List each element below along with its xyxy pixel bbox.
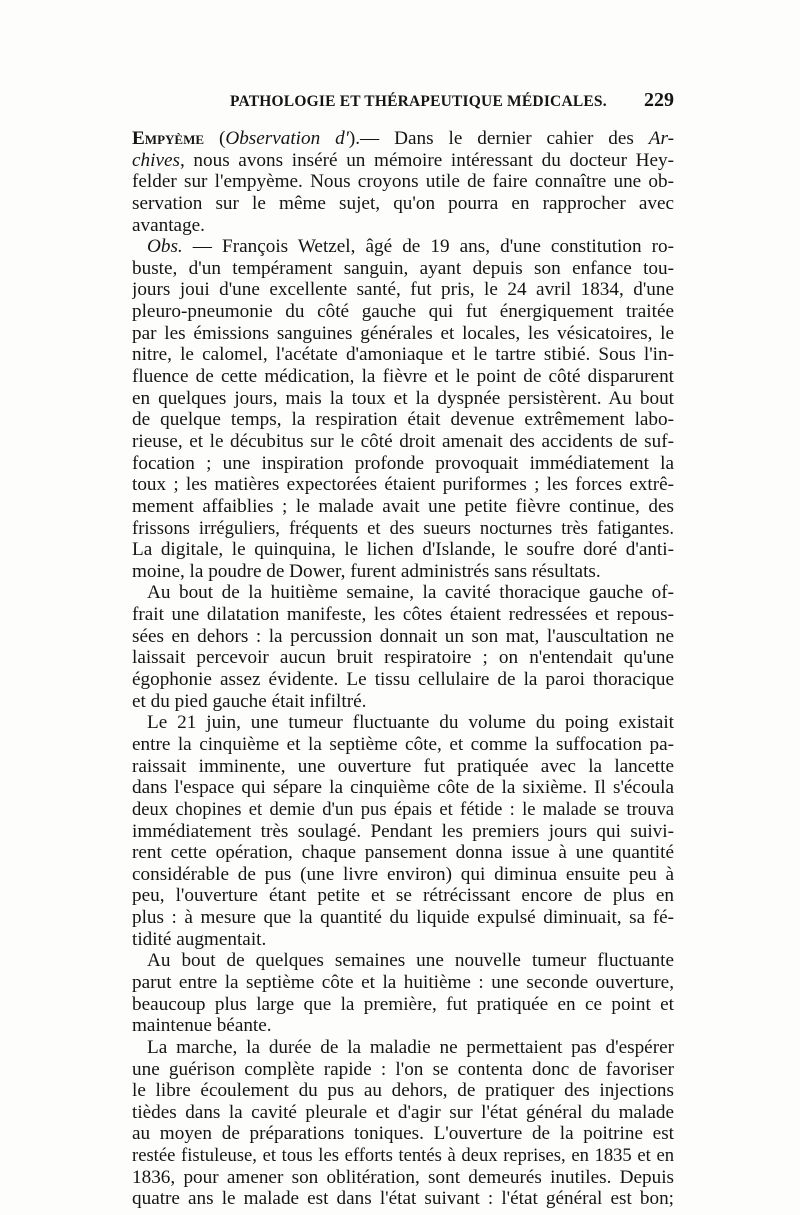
text-line: entre la cinquième et la septième côte, et comme la suffocation pa- (132, 733, 674, 755)
text-line: égophonie assez évidente. Le tissu cellulaire de la paroi thoracique (132, 669, 674, 691)
text-line: fluence de cette médication, la fièvre et le point de côté disparurent (132, 366, 674, 388)
text-line: toux ; les matières expectorées étaient puriformes ; les forces extrê- (132, 474, 674, 496)
text-line: Le 21 juin, une tumeur fluctuante du volume du poing existait (147, 712, 674, 734)
text-line: de quelque temps, la respiration était devenue extrêmement labo- (132, 409, 674, 431)
text-line: buste, d'un tempérament sanguin, ayant depuis son enfance tou- (132, 257, 674, 279)
running-title: PATHOLOGIE ET THÉRAPEUTIQUE MÉDICALES. (230, 93, 607, 110)
text-line: laissait percevoir aucun bruit respiratoire ; on n'entendait qu'une (132, 647, 674, 669)
text-line: maintenue béante. (132, 1015, 272, 1037)
text-line: restée fistuleuse, et tous les efforts tentés à deux reprises, en 1835 et en (132, 1145, 674, 1167)
text-line: pleuro-pneumonie du côté gauche qui fut énergiquement traitée (132, 301, 674, 323)
text-line: deux chopines et demie d'un pus épais et fétide : le malade se trouva (132, 798, 674, 820)
text-line: frait une dilatation manifeste, les côtes étaient redressées et repous- (132, 604, 674, 626)
page-number: 229 (644, 89, 674, 111)
text-line: peu, l'ouverture étant petite et se rétrécissant encore de plus en (132, 885, 674, 907)
obs-label: Obs. (147, 236, 183, 258)
text-line: frissons irréguliers, fréquents et des sueurs nocturnes très fatigantes. (132, 517, 674, 539)
text-line: dans l'espace qui sépare la cinquième côte de la sixième. Il s'écoula (132, 777, 674, 799)
page-header (132, 87, 674, 117)
body-text (132, 128, 674, 1210)
text-line: focation ; une inspiration profonde provoquait immédiatement la (132, 452, 674, 474)
text-line: par les émissions sanguines générales et locales, les vésicatoires, le (132, 322, 674, 344)
text-line: nitre, le calomel, l'acétate d'amoniaque et le tartre stibié. Sous l'in- (132, 344, 674, 366)
text-line: au moyen de préparations toniques. L'ouverture de la poitrine est (132, 1123, 674, 1145)
text-line: felder sur l'empyème. Nous croyons utile de faire connaître une ob- (132, 171, 674, 193)
text-line: beaucoup plus large que la première, fut pratiquée en ce point et (132, 993, 674, 1015)
text-line: avantage. (132, 214, 205, 236)
text-line: La marche, la durée de la maladie ne permettaient pas d'espérer (147, 1036, 674, 1058)
text-line: tièdes dans la cavité pleurale et d'agir sur l'état général du malade (132, 1101, 674, 1123)
section-heading: Empyème (132, 128, 205, 149)
text-line: raissait imminente, une ouverture fut pratiquée avec la lancette (132, 755, 674, 777)
text-line: en quelques jours, mais la toux et la dyspnée persistèrent. Au bout (132, 387, 674, 409)
text-line: quatre ans le malade est dans l'état suivant : l'état général est bon; (132, 1188, 674, 1210)
text-line: plus : à mesure que la quantité du liquide expulsé diminuait, sa fé- (132, 907, 674, 929)
text-line: considérable de pus (une livre environ) qui diminua ensuite peu à (132, 863, 674, 885)
text-line: jours joui d'une excellente santé, fut pris, le 24 avril 1834, d'une (132, 279, 674, 301)
text-line: 1836, pour amener son oblitération, sont demeurés inutiles. Depuis (132, 1166, 674, 1188)
text-line: une guérison complète rapide : l'on se contenta donc de favoriser (132, 1058, 674, 1080)
text-line: immédiatement très soulagé. Pendant les premiers jours qui suivi- (132, 820, 674, 842)
text-line: sées en dehors : la percussion donnait un son mat, l'auscultation ne (132, 625, 674, 647)
text-line: tidité augmentait. (132, 928, 267, 950)
text-line: le libre écoulement du pus au dehors, de pratiquer des injections (132, 1080, 674, 1102)
text-line: La digitale, le quinquina, le lichen d'Islande, le soufre doré d'anti- (132, 539, 674, 561)
text-line: rieuse, et le décubitus sur le côté droit amenait des accidents de suf- (132, 430, 674, 452)
text-line: Empyème (Observation d').— Dans le dernier cahier des Ar- (132, 128, 674, 149)
text-line: Au bout de la huitième semaine, la cavité thoracique gauche of- (147, 582, 674, 604)
text-line: parut entre la septième côte et la huitième : une seconde ouverture, (132, 971, 674, 993)
text-line: Obs. — François Wetzel, âgé de 19 ans, d'une constitution ro- (147, 236, 674, 258)
text-line: chives, nous avons inséré un mémoire intéressant du docteur Hey- (132, 149, 674, 171)
text-line: servation sur le même sujet, qu'on pourra en rapprocher avec (132, 192, 674, 214)
text-line: moine, la poudre de Dower, furent administrés sans résultats. (132, 560, 601, 582)
text-line: rent cette opération, chaque pansement donna issue à une quantité (132, 842, 674, 864)
text-line: mement affaiblies ; le malade avait une petite fièvre continue, des (132, 495, 674, 517)
text-line: et du pied gauche était infiltré. (132, 690, 367, 712)
text-line: Au bout de quelques semaines une nouvelle tumeur fluctuante (147, 950, 674, 972)
